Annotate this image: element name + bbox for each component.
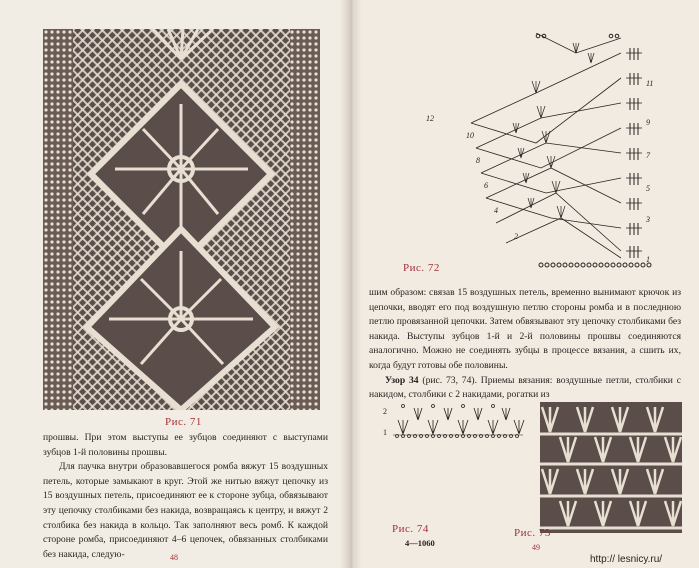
row-number: 5 xyxy=(646,184,650,193)
row-number: 8 xyxy=(476,156,480,165)
chain-row xyxy=(539,263,651,267)
right-page-body xyxy=(369,286,681,403)
row-number: 3 xyxy=(646,215,650,224)
paragraph: шим образом: связав 15 воздушных петель, временно вынимают крючок из цепочки, вводят его под воздушную петлю стороны ромба и в последнюю петлю провязанной цепочки. Затем обвязывают эту цепочку столбиками без накида. Выступы зубцов 1-й и 2-й половины прошвы соединяются аналогично. Можно не соединять зубцы в процессе вязания, а сшить их, когда будут готовы обе половины. xyxy=(369,287,681,371)
pattern-title: Узор 34 xyxy=(385,374,419,386)
row-number: 6 xyxy=(484,181,488,190)
figure-caption-71: Рис. 71 xyxy=(165,416,202,428)
row-number: 2 xyxy=(514,232,518,241)
figure-caption-74: Рис. 74 xyxy=(392,523,429,535)
left-page-body xyxy=(43,431,328,562)
row-number: 1 xyxy=(383,428,387,437)
row-number: 10 xyxy=(466,131,474,140)
page-number-left: 48 xyxy=(170,553,178,562)
crochet-chart-74 xyxy=(383,402,528,442)
book-gutter xyxy=(340,0,362,568)
pattern-text: (рис. 73, 74). Приемы вязания: воздушные петли, столбики с накидом, столбики с 2 накидами, рогатки из xyxy=(369,374,681,401)
lace-photo-71 xyxy=(43,29,320,410)
crochet-chart-72 xyxy=(426,33,666,273)
source-watermark: http:// lesnicy.ru/ xyxy=(590,554,663,565)
row-number: 7 xyxy=(646,151,650,160)
row-number: 12 xyxy=(426,114,434,123)
row-number: 2 xyxy=(383,407,387,416)
row-number: 9 xyxy=(646,118,650,127)
figure-caption-72: Рис. 72 xyxy=(403,262,440,274)
fan-rows xyxy=(471,33,621,258)
row-number: 4 xyxy=(494,206,498,215)
stitch-columns xyxy=(626,48,642,258)
page-number-right: 49 xyxy=(532,543,540,552)
lace-photo-73 xyxy=(540,402,682,533)
row-number: 11 xyxy=(646,79,654,88)
figure-caption-73: Рис. 73 xyxy=(514,527,551,539)
paragraph: Для паучка внутри образовавшегося ромба вяжут 15 воздушных петель, которые замыкают в круг. Этой же нитью вяжут цепочку из 15 воздушных петель, присоединяют ее к стороне зубца, обвязывают эту цепочку столбиками без накида, возвращаясь к центру, и вяжут 2 столбика без накида в кольцо. Так заполняют весь ромб. К каждой стороне ромба, присоединяют 4–6 цепочек, обвязанных столбиками без накида, следую- xyxy=(43,461,328,560)
row-number: 1 xyxy=(646,255,650,264)
paragraph xyxy=(369,374,681,403)
signature-mark: 4—1060 xyxy=(405,538,435,548)
paragraph: прошвы. При этом выступы ее зубцов соединяют с выступами зубцов 1-й половины прошвы. xyxy=(43,432,328,458)
